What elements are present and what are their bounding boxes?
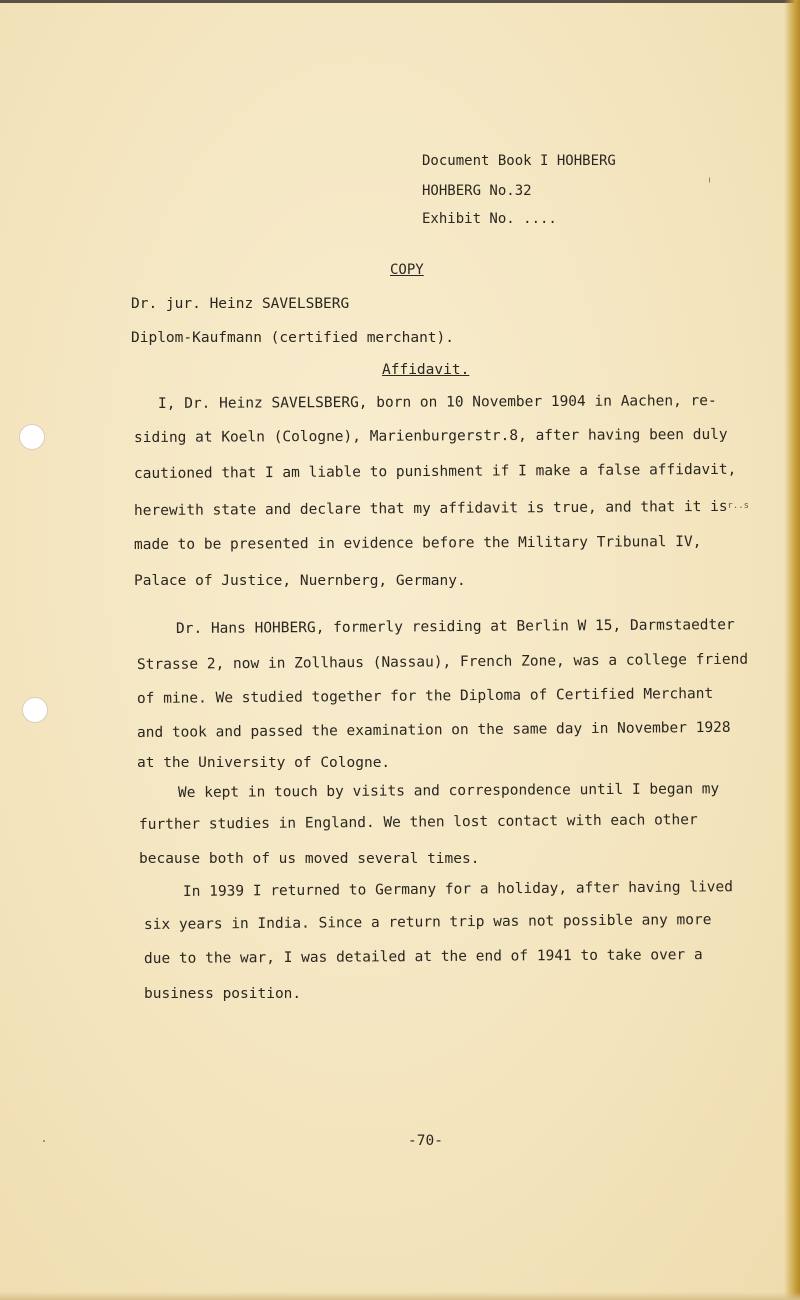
paragraph1-line: cautioned that I am liable to punishment if I make a false affidavit, — [133, 461, 737, 482]
paragraph4-line: business position. — [144, 986, 302, 1002]
paragraph1-line: herewith state and declare that my affidavit is true, and that it is — [133, 498, 728, 519]
paragraph1-line: Palace of Justice, Nuernberg, Germany. — [134, 573, 466, 589]
author-title: Diplom-Kaufmann (certified merchant). — [131, 330, 455, 346]
paper-edge-shadow — [784, 0, 800, 1300]
punch-hole-bottom — [22, 697, 48, 723]
header-exhibit-number: Exhibit No. .... — [422, 211, 557, 227]
paragraph1-line: siding at Koeln (Cologne), Marienburgerstr.8, after having been duly — [133, 426, 728, 446]
header-document-book: Document Book I HOHBERG — [422, 153, 616, 169]
paragraph2-line: at the University of Cologne. — [137, 755, 391, 771]
top-edge — [0, 0, 800, 3]
paragraph3-line: because both of us moved several times. — [139, 851, 480, 867]
paragraph2-line: Dr. Hans HOHBERG, formerly residing at Berlin W 15, Darmstaedter — [175, 617, 735, 637]
author-name: Dr. jur. Heinz SAVELSBERG — [131, 296, 350, 312]
copy-label: COPY — [390, 262, 424, 278]
paragraph3-line: We kept in touch by visits and correspondence until I began my — [177, 781, 720, 801]
paragraph1-line: made to be presented in evidence before the Military Tribunal IV, — [133, 534, 702, 553]
paragraph2-line: and took and passed the examination on the same day in November 1928 — [136, 719, 731, 741]
paragraph4-line: In 1939 I returned to Germany for a holiday, after having lived — [182, 879, 734, 900]
paragraph2-line: Strasse 2, now in Zollhaus (Nassau), French Zone, was a college friend — [136, 651, 749, 673]
paragraph4-line: due to the war, I was detailed at the end of 1941 to take over a — [143, 947, 703, 967]
margin-note: .r..s — [722, 501, 750, 511]
bottom-edge — [0, 1292, 800, 1300]
paragraph4-line: six years in India. Since a return trip was not possible any more — [143, 912, 712, 933]
paragraph1-line: I, Dr. Heinz SAVELSBERG, born on 10 November 1904 in Aachen, re- — [157, 393, 717, 412]
paper-mark — [709, 177, 710, 183]
paragraph2-line: of mine. We studied together for the Diploma of Certified Merchant — [136, 685, 714, 707]
punch-hole-top — [19, 424, 45, 450]
page-number: -70- — [408, 1133, 443, 1149]
paper-speck — [43, 1140, 45, 1142]
header-hohberg-number: HOHBERG No.32 — [422, 183, 532, 199]
paragraph3-line: further studies in England. We then lost contact with each other — [138, 812, 698, 833]
affidavit-heading: Affidavit. — [382, 362, 470, 378]
